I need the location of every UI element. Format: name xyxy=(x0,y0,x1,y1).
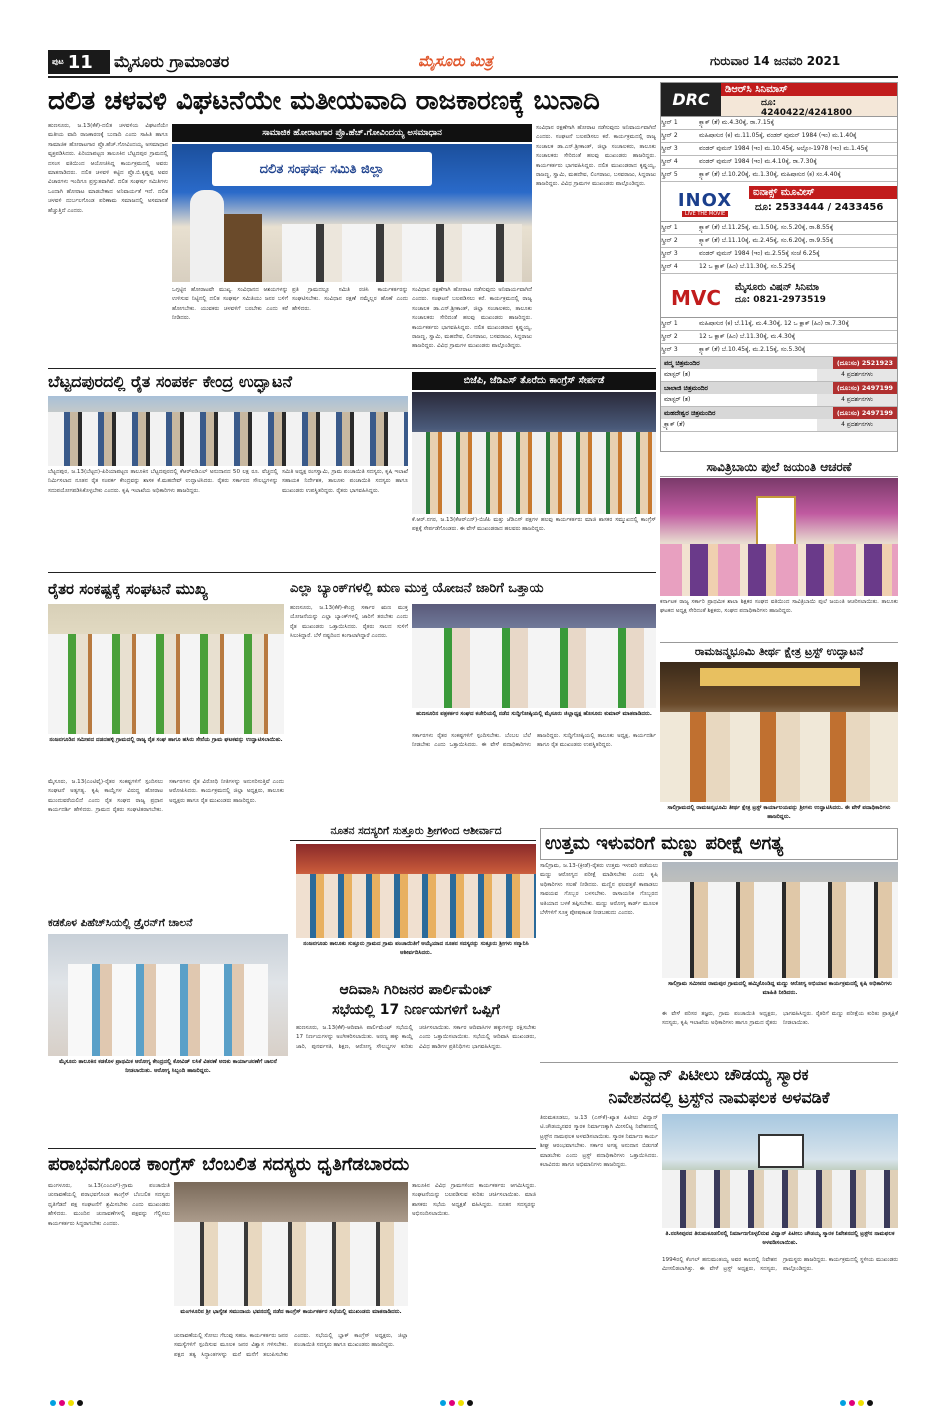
podium xyxy=(224,214,262,282)
drc-title-block xyxy=(721,83,897,116)
mvc-logo: MVC xyxy=(670,285,722,310)
trust-members xyxy=(662,1170,898,1228)
inox-title: ಐನಾಕ್ಸ್ ಮೂವೀಸ್ xyxy=(749,186,897,199)
women-group xyxy=(660,544,898,596)
raitha-sankashta-photo xyxy=(48,604,284,734)
theatre-movie: ಕ್ರ್ಯಾಕ್ (ತೆ) xyxy=(664,421,685,428)
registration-marks-right xyxy=(840,1400,876,1406)
bank-loan-body2: ಸರ್ಕಾರಗಳು ರೈತರ ಸಂಕಷ್ಟಗಳಿಗೆ ಸ್ಪಂದಿಸಬೇಕು. ಬೆಂಬಲ ಬೆಲೆ ನೀಡಬೇಕು ಎಂದು ಒತ್ತಾಯಿಸಿದರು. ಈ ವೇಳೆ ಪದಾಧಿಕಾರಿಗಳು ಹಾಜರಿದ್ದರು. ಸುದ್ದಿಗೋಷ್ಠಿಯಲ್ಲಿ ತಾಲೂಕು ಅಧ್ಯಕ್ಷ, ಕಾರ್ಯದರ್ಶಿ ಹಾಗೂ ರೈತ ಮುಖಂಡರು ಉಪಸ್ಥಿತರಿದ್ದರು. xyxy=(412,733,656,749)
theatre-movie: ಮಾಸ್ಟರ್ (ತ) xyxy=(664,371,691,378)
theatre-header xyxy=(661,407,897,419)
screen-label: ಸ್ಕ್ರೀನ್ 3 xyxy=(661,250,678,257)
theatre-showing xyxy=(661,394,897,407)
inox-logo xyxy=(661,186,749,221)
soil-headline: ಉತ್ತಮ ಇಳುವರಿಗೆ ಮಣ್ಣು ಪರೀಕ್ಷೆ ಅಗತ್ಯ xyxy=(540,828,898,860)
drc-phone: ದೂ: 4240422/4241800 xyxy=(761,98,852,118)
sattur-headline: ನೂತನ ಸದಸ್ಯರಿಗೆ ಸುತ್ತೂರು ಶ್ರೀಗಳಿಂದ ಆಶೀರ್ವಾದ xyxy=(296,822,536,840)
congress-body: ಮಂಗಳೂರು, ಜ.13(ಎಂಎಲ್)-ಗ್ರಾಮ ಪಂಚಾಯಿತಿ ಚುನಾವಣೆಯಲ್ಲಿ ಪರಾಭವಗೊಂಡ ಕಾಂಗ್ರೆಸ್ ಬೆಂಬಲಿತ ಸದಸ್ಯರು ಧೃತಿಗೆಡದೆ ಪಕ್ಷ ಸಂಘಟನೆಗೆ ಶ್ರಮಿಸಬೇಕು ಎಂದು ಮುಖಂಡರು ಹೇಳಿದರು. ಮುಂದಿನ ಚುನಾವಣೆಗಳಲ್ಲಿ ಪಕ್ಷವನ್ನು ಗೆಲ್ಲಿಸಲು ಕಾರ್ಯಕರ್ತರು ಸಿದ್ಧರಾಗಬೇಕು ಎಂದರು. xyxy=(48,1183,170,1227)
raitha-sankashta-headline: ರೈತರ ಸಂಕಷ್ಟಕ್ಕೆ ಸಂಘಟನೆ ಮುಖ್ಯ xyxy=(48,580,208,598)
lead-body-col3: ಪ್ರತಿ ಗ್ರಾಮದಲ್ಲೂ ಸಮಿತಿ ರಚಿಸಿ ಕಾರ್ಯಕರ್ತರನ್ನು ಸಂಘಟಿಸಬೇಕು. ಸಂವಿಧಾನ ರಕ್ಷಣೆ ನಮ್ಮೆಲ್ಲರ ಹೊಣೆ ಎಂದು ಹೇಳಿದರು. xyxy=(292,287,408,312)
drc-header xyxy=(661,83,897,117)
sattur-caption: ನಂಜನಗೂಡು ತಾಲೂಕು ಸುತ್ತೂರು ಗ್ರಾಮದ ಗ್ರಾಮ ಪಂಚಾಯಿತಿಗೆ ಆಯ್ಕೆಯಾದ ನೂತನ ಸದಸ್ಯರನ್ನು ಸುತ್ತೂರು ಶ್ರೀಗಳು ಸನ್ಮಾನಿಸಿ ಆಶೀರ್ವದಿಸಿದರು. xyxy=(303,941,529,956)
showtime-row xyxy=(661,318,897,331)
sattur-photo xyxy=(296,844,536,938)
soil-body2: ಈ ವೇಳೆ ಪರಿಸರ ತಜ್ಞರು, ಗ್ರಾಮ ಪಂಚಾಯಿತಿ ಅಧ್ಯಕ್ಷರು, ಸದಸ್ಯರು, ಕೃಷಿ ಇಲಾಖೆಯ ಅಧಿಕಾರಿಗಳು ಹಾಗೂ ಗ್ರಾಮದ ರೈತರು ಭಾಗವಹಿಸಿದ್ದರು. ರೈತರಿಗೆ ಮಣ್ಣು ಪರೀಕ್ಷೆಯ ಕುರಿತು ಪ್ರಾತ್ಯಕ್ಷಿಕೆ ನೀಡಲಾಯಿತು. xyxy=(662,1011,898,1027)
raitha-sankashta-body: ಮೈಸೂರು, ಜ.13(ಎಂಟಿವೈ)-ರೈತರ ಸಂಕಷ್ಟಗಳಿಗೆ ಸ್ಪಂದಿಸಲು ಸಂಘಟನೆ ಅತ್ಯಗತ್ಯ. ಕೃಷಿ ಕಾಯ್ದೆಗಳ ವಿರುದ್ಧ ಹೋರಾಟ ಮುಂದುವರೆಯಲಿದೆ ಎಂದು ರೈತ ಸಂಘದ ರಾಜ್ಯ ಪ್ರಧಾನ ಕಾರ್ಯದರ್ಶಿ ಹೇಳಿದರು. ಗ್ರಾಮದ ರೈತರು ಸಂಘಟಿತರಾಗಬೇಕು. ಸರ್ಕಾರಗಳು ರೈತ ವಿರೋಧಿ ನೀತಿಗಳನ್ನು ಅನುಸರಿಸುತ್ತಿವೆ ಎಂದು ಆರೋಪಿಸಿದರು. ಕಾರ್ಯಕ್ರಮದಲ್ಲಿ ಜಿಲ್ಲಾ ಅಧ್ಯಕ್ಷರು, ತಾಲೂಕು ಅಧ್ಯಕ್ಷರು ಹಾಗೂ ರೈತ ಮುಖಂಡರು ಹಾಜರಿದ್ದರು. xyxy=(48,779,284,814)
lead-body-col2: ಒಗ್ಗಟ್ಟಿನ ಹೋರಾಟವೇ ಮುಖ್ಯ. ಸಂವಿಧಾನದ ಆಶಯಗಳನ್ನು ಉಳಿಸುವ ನಿಟ್ಟಿನಲ್ಲಿ ದಲಿತ ಸಂಘರ್ಷ ಸಮಿತಿಯು ಜನರ ಬಳಿಗೆ ಹೋಗಬೇಕು. ಯುವಕರು ಚಳವಳಿಗೆ ಬರಬೇಕು ಎಂದು ಕರೆ ನೀಡಿದರು. xyxy=(172,287,288,322)
lead-headline: ದಲಿತ ಚಳವಳಿ ವಿಘಟನೆಯೇ ಮತೀಯವಾದಿ ರಾಜಕಾರಣಕ್ಕೆ ಬುನಾದಿ xyxy=(48,86,600,116)
showtime-row xyxy=(661,248,897,261)
dryrun-caption: ಮೈಸೂರು ತಾಲೂಕಿನ ಕಡಕೊಳ ಪ್ರಾಥಮಿಕ ಆರೋಗ್ಯ ಕೇಂದ್ರದಲ್ಲಿ ಕೋವಿಡ್ ಲಸಿಕೆ ವಿತರಣೆ ಅಣಕು ಕಾರ್ಯಾಚರಣೆಗೆ ಚಾಲನೆ ನೀಡಲಾಯಿತು. ಆರೋಗ್ಯ ಸಿಬ್ಬಂದಿ ಹಾಜರಿದ್ದರು. xyxy=(59,1059,277,1074)
theatre-showing xyxy=(661,369,897,382)
banner-text: ದಲಿತ ಸಂಘರ್ಷ ಸಮಿತಿ ಜಿಲ್ಲಾ xyxy=(259,161,385,177)
theatre-shows: 4 ಪ್ರದರ್ಶನಗಳು xyxy=(817,394,897,406)
masthead-rule xyxy=(48,76,898,78)
screen-label: ಸ್ಕ್ರೀನ್ 2 xyxy=(661,132,678,139)
screen-label: ಸ್ಕ್ರೀನ್ 1 xyxy=(661,320,678,327)
vidwan-body2: 1994ರಲ್ಲಿ ಕೆಂಗಲ್ ಹನುಮಂತಯ್ಯ ಅವರ ಕಾಲದಲ್ಲಿ ನಿವೇಶನ ಮೀಸಲಿಡಲಾಗಿತ್ತು. ಈ ವೇಳೆ ಟ್ರಸ್ಟ್ ಅಧ್ಯಕ್ಷರು, ಸದಸ್ಯರು, ಗ್ರಾಮಸ್ಥರು ಹಾಜರಿದ್ದರು. ಕಾರ್ಯಕ್ರಮದಲ್ಲಿ ಸ್ಥಳೀಯ ಮುಖಂಡರು ಪಾಲ್ಗೊಂಡಿದ್ದರು. xyxy=(662,1257,898,1273)
adivasi-headline-2: ಸಭೆಯಲ್ಲಿ 17 ನಿರ್ಣಯಗಳಿಗೆ ಒಪ್ಪಿಗೆ xyxy=(332,1002,500,1018)
movie-showtimes: ಕ್ರ್ಯಾಕ್ (ತೆ) ಬೆ.11.25ಕ್ಕೆ, ಮ.1.50ಕ್ಕೆ, ಸಂ.5.20ಕ್ಕೆ, ರಾ.8.55ಕ್ಕೆ xyxy=(699,224,834,231)
vidwan-body: ತಿರುಮಕೂಡಲು, ಜ.13 (ಎಸ್‌ಕೆ)-ಖ್ಯಾತ ಪಿಟೀಲು ವಿದ್ವಾನ್ ಟಿ.ಚೌಡಯ್ಯನವರ ಸ್ಮಾರಕ ನಿರ್ಮಾಣಕ್ಕಾಗಿ ಮೀಸಲಿಟ್ಟ ನಿವೇಶನದಲ್ಲಿ ಟ್ರಸ್ಟ್‌ನ ನಾಮಫಲಕ ಅಳವಡಿಸಲಾಯಿತು. ಸ್ಮಾರಕ ನಿರ್ಮಾಣ ಕಾರ್ಯ ಶೀಘ್ರ ಆರಂಭವಾಗಬೇಕು. ಸರ್ಕಾರ ಅಗತ್ಯ ಅನುದಾನ ಬಿಡುಗಡೆ ಮಾಡಬೇಕು ಎಂದು ಟ್ರಸ್ಟ್ ಪದಾಧಿಕಾರಿಗಳು ಒತ್ತಾಯಿಸಿದರು. ಕಲಾವಿದರು ಹಾಗೂ ಅಭಿಮಾನಿಗಳು ಹಾಜರಿದ್ದರು. xyxy=(540,1115,658,1169)
banner-strip xyxy=(700,668,860,686)
congress-body3: ತಾಲೂಕಿನ ವಿವಿಧ ಗ್ರಾಮಗಳಿಂದ ಕಾರ್ಯಕರ್ತರು ಆಗಮಿಸಿದ್ದರು. ಸಂಘಟನೆಯನ್ನು ಬಲಪಡಿಸುವ ಕುರಿತು ಚರ್ಚಿಸಲಾಯಿತು. ಮಾಜಿ ಶಾಸಕರು ಸಭೆಯ ಅಧ್ಯಕ್ಷತೆ ವಹಿಸಿದ್ದರು. ನೂತನ ಸದಸ್ಯರನ್ನು ಅಭಿನಂದಿಸಲಾಯಿತು. xyxy=(412,1183,536,1218)
inox-title-block xyxy=(749,186,897,221)
bjp-jds-photo xyxy=(412,392,656,514)
screen-label: ಸ್ಕ್ರೀನ್ 5 xyxy=(661,171,678,178)
page-number-box xyxy=(48,50,110,74)
theatre-header xyxy=(661,357,897,369)
mvc-title-block xyxy=(731,278,897,317)
showtime-row xyxy=(661,156,897,169)
raitha-kendra-headline: ಬೆಟ್ಟದಪುರದಲ್ಲಿ ರೈತ ಸಂಪರ್ಕ ಕೇಂದ್ರ ಉದ್ಘಾಟನೆ xyxy=(48,372,293,391)
soil-testing-group xyxy=(662,882,898,978)
showtime-row xyxy=(661,222,897,235)
page-number: 11 xyxy=(67,51,93,73)
people-group xyxy=(660,712,898,802)
theatre-name: ಬಾಲಾಜಿ ಚಿತ್ರಮಂದಿರ xyxy=(664,384,708,392)
drc-listing xyxy=(661,117,897,182)
bank-loan-caption: ಹುಣಸೂರಿನ ಪತ್ರಕರ್ತರ ಸಂಘದ ಕಚೇರಿಯಲ್ಲಿ ನಡೆದ ಸುದ್ದಿಗೋಷ್ಠಿಯಲ್ಲಿ ಮೈಸೂರು ಜಿಲ್ಲಾಧ್ಯಕ್ಷ ಹೊಸೂರು ಕುಮಾರ್ ಮಾತನಾಡಿದರು. xyxy=(416,711,652,717)
divider-4 xyxy=(48,1148,536,1149)
dryrun-photo xyxy=(48,934,288,1056)
theatre-listing xyxy=(661,357,897,432)
movie-showtimes: ಕ್ರ್ಯಾಕ್ (ತೆ) ಬೆ.11.10ಕ್ಕೆ, ಮ.2.45ಕ್ಕೆ, ಸಂ.6.20ಕ್ಕೆ, ರಾ.9.55ಕ್ಕೆ xyxy=(699,237,834,244)
drc-logo: DRC xyxy=(661,83,721,116)
bank-loan-photo xyxy=(412,604,656,708)
inox-header xyxy=(661,186,897,222)
showtime-row xyxy=(661,143,897,156)
screen-label: ಸ್ಕ್ರೀನ್ 4 xyxy=(661,263,678,270)
movie-showtimes: ಕ್ರ್ಯಾಕ್ (ತೆ) ಬೆ.10.20ಕ್ಕೆ, ಮ.1.30ಕ್ಕೆ, ಮಹಿಷಾಸುರ (ಕ) ಸಂ.4.40ಕ್ಕೆ xyxy=(699,171,841,178)
paper-logo: ಮೈಸೂರು ಮಿತ್ರ xyxy=(418,52,493,70)
showtime-row xyxy=(661,344,897,357)
raitha-kendra-body2: ಸಮಿತಿ ಅಧ್ಯಕ್ಷ ರಂಗಸ್ವಾಮಿ, ಗ್ರಾಮ ಪಂಚಾಯಿತಿ ಸದಸ್ಯರು, ಕೃಷಿ ಇಲಾಖೆ ಸಹಾಯಕ ನಿರ್ದೇಶಕ, ತಾಲೂಕು ಪಂಚಾಯಿತಿ ಸದಸ್ಯರು ಹಾಗೂ ಮುಖಂಡರು ಉಪಸ್ಥಿತರಿದ್ದರು. ರೈತರು ಭಾಗವಹಿಸಿದ್ದರು. xyxy=(282,469,408,494)
adivasi-headline-1: ಆದಿವಾಸಿ ಗಿರಿಜನರ ಪಾರ್ಲಿಮೆಂಟ್ xyxy=(339,982,493,998)
screen-label: ಸ್ಕ್ರೀನ್ 3 xyxy=(661,346,678,353)
meeting-people xyxy=(174,1222,408,1306)
soil-caption: ಸಾಲಿಗ್ರಾಮ ಸಮೀಪದ ರಾಮಪುರ ಗ್ರಾಮದಲ್ಲಿ ಹಮ್ಮಿಕೊಂಡಿದ್ದ ಮಣ್ಣು ಆರೋಗ್ಯ ಅಭಿಯಾನ ಕಾರ್ಯಕ್ರಮದಲ್ಲಿ ಕೃಷಿ ಅಧಿಕಾರಿಗಳು ಮಾಹಿತಿ ನೀಡಿದರು. xyxy=(668,981,892,996)
theatre-phone: (ದೂ:ಸಂ) 2497199 xyxy=(833,407,897,419)
cinema-panel xyxy=(660,82,898,452)
theatre-phone: (ದೂ:ಸಂ) 2497199 xyxy=(833,382,897,394)
bank-loan-headline: ಎಲ್ಲಾ ಬ್ಯಾಂಕ್‌ಗಳಲ್ಲಿ ಋಣ ಮುಕ್ತ ಯೋಜನೆ ಜಾರಿಗೆ ಒತ್ತಾಯ xyxy=(290,581,544,596)
lead-body-col4: ಸಂವಿಧಾನ ರಕ್ಷಣೆಗಾಗಿ ಹೋರಾಟ ನಡೆಸುವುದು ಅನಿವಾರ್ಯವಾಗಿದೆ ಎಂದರು. ಸಂಘಟನೆ ಬಲಪಡಿಸಲು ಕರೆ. ಕಾರ್ಯಕ್ರಮದಲ್ಲಿ ರಾಜ್ಯ ಸಂಚಾಲಕ ಡಾ.ಎನ್.ಶ್ರೀಕಾಂತ್, ಜಿಲ್ಲಾ ಸಂಚಾಲಕರು, ತಾಲೂಕು ಸಂಚಾಲಕರು ಸೇರಿದಂತೆ ಹಲವು ಮುಖಂಡರು ಹಾಜರಿದ್ದರು. ಕಾರ್ಯಕರ್ತರು ಭಾಗವಹಿಸಿದ್ದರು. ದಲಿತ ಮುಖಂಡರಾದ ಕೃಷ್ಣಯ್ಯ, ರಾಜಣ್ಣ, ಸ್ವಾಮಿ, ಮಹದೇವ, ಲಿಂಗರಾಜು, ಬಸವರಾಜು, ಸಿದ್ದರಾಜು ಹಾಜರಿದ್ದರು. ವಿವಿಧ ಗ್ರಾಮಗಳ ಮುಖಂಡರು ಪಾಲ್ಗೊಂಡಿದ್ದರು. xyxy=(412,287,532,350)
congress-headline: ಪರಾಭವಗೊಂಡ ಕಾಂಗ್ರೆಸ್ ಬೆಂಬಲಿತ ಸದಸ್ಯರು ಧೃತಿಗೆಡಬಾರದು xyxy=(48,1154,410,1175)
health-staff xyxy=(68,964,268,1056)
movie-showtimes: ಕ್ರ್ಯಾಕ್ (ತೆ) ಬೆ.10.45ಕ್ಕೆ, ಮ.2.15ಕ್ಕೆ, ಸಂ.5.30ಕ್ಕೆ xyxy=(699,346,806,353)
movie-showtimes: 12 ಒ ಕ್ಲಾಕ್ (ಹಿಂ) ಬೆ.11.30ಕ್ಕೆ, ಮ.4.30ಕ್ಕೆ xyxy=(699,333,796,340)
portrait-frame xyxy=(756,496,796,546)
showtime-row xyxy=(661,169,897,182)
congress-caption: ಮಂಗಳೂರಿನ ಶ್ರೀ ಭಾಗ್ಯೇಶ ಸಮುದಾಯ ಭವನದಲ್ಲಿ ನಡೆದ ಕಾಂಗ್ರೆಸ್ ಕಾರ್ಯಕರ್ತರ ಸಭೆಯಲ್ಲಿ ಮುಖಂಡರು ಮಾತನಾಡಿದರು. xyxy=(180,1309,402,1315)
inox-listing xyxy=(661,222,897,274)
congress-body2: ಚುನಾವಣೆಯಲ್ಲಿ ಸೋಲು ಗೆಲುವು ಸಹಜ. ಕಾರ್ಯಕರ್ತರು ಜನರ ಸಮಸ್ಯೆಗಳಿಗೆ ಸ್ಪಂದಿಸುವ ಮೂಲಕ ಜನರ ವಿಶ್ವಾಸ ಗಳಿಸಬೇಕು. ಪಕ್ಷದ ತತ್ವ ಸಿದ್ಧಾಂತಗಳನ್ನು ಮನೆ ಮನೆಗೆ ತಲುಪಿಸಬೇಕು ಎಂದರು. ಸಭೆಯಲ್ಲಿ ಬ್ಲಾಕ್ ಕಾಂಗ್ರೆಸ್ ಅಧ್ಯಕ್ಷರು, ಜಿಲ್ಲಾ ಪಂಚಾಯಿತಿ ಸದಸ್ಯರು ಹಾಗೂ ಮುಖಂಡರು ಹಾಜರಿದ್ದರು. xyxy=(174,1333,408,1358)
theatre-name: ಪದ್ಮ ಚಿತ್ರಮಂದಿರ xyxy=(664,359,700,367)
members-group xyxy=(296,874,536,938)
screen-label: ಸ್ಕ್ರೀನ್ 1 xyxy=(661,224,678,231)
inox-wordmark: INOX xyxy=(677,190,733,211)
divider-3 xyxy=(290,840,536,841)
mvc-title: ಮೈಸೂರು ವಿಷನ್ ಸಿನಿಮಾ xyxy=(735,282,820,293)
ramajanma-photo xyxy=(660,662,898,802)
showtime-row xyxy=(661,331,897,344)
vidwan-caption: ತಿ.ನರಸೀಪುರದ ತಿರುಮಕೂಡಲಿನಲ್ಲಿ ನಿರ್ಮಾಣಗೊಳ್ಳಲಿರುವ ವಿದ್ವಾನ್ ಪಿಟೀಲು ಚೌಡಯ್ಯ ಸ್ಮಾರಕ ನಿವೇಶನದಲ್ಲಿ ಟ್ರಸ್ಟ್‌ನ ನಾಮಫಲಕ ಅಳವಡಿಸಲಾಯಿತು. xyxy=(665,1231,895,1246)
lead-body-col4b: ಸಂವಿಧಾನ ರಕ್ಷಣೆಗಾಗಿ ಹೋರಾಟ ನಡೆಸುವುದು ಅನಿವಾರ್ಯವಾಗಿದೆ ಎಂದರು. ಸಂಘಟನೆ ಬಲಪಡಿಸಲು ಕರೆ. ಕಾರ್ಯಕ್ರಮದಲ್ಲಿ ರಾಜ್ಯ ಸಂಚಾಲಕ ಡಾ.ಎನ್.ಶ್ರೀಕಾಂತ್, ಜಿಲ್ಲಾ ಸಂಚಾಲಕರು, ತಾಲೂಕು ಸಂಚಾಲಕರು ಸೇರಿದಂತೆ ಹಲವು ಮುಖಂಡರು ಹಾಜರಿದ್ದರು. ಕಾರ್ಯಕರ್ತರು ಭಾಗವಹಿಸಿದ್ದರು. ದಲಿತ ಮುಖಂಡರಾದ ಕೃಷ್ಣಯ್ಯ, ರಾಜಣ್ಣ, ಸ್ವಾಮಿ, ಮಹದೇವ, ಲಿಂಗರಾಜು, ಬಸವರಾಜು, ಸಿದ್ದರಾಜು ಹಾಜರಿದ್ದರು. ವಿವಿಧ ಗ್ರಾಮಗಳ ಮುಖಂಡರು ಪಾಲ್ಗೊಂಡಿದ್ದರು. xyxy=(536,125,656,188)
nameplate-board xyxy=(758,1134,804,1168)
vidwan-headline-1: ವಿದ್ವಾನ್ ಪಿಟೀಲು ಚೌಡಯ್ಯ ಸ್ಮಾರಕ xyxy=(540,1062,898,1087)
bjp-jds-body: ಕೆ.ಆರ್.ನಗರ, ಜ.13(ಕೆಆರ್‌ಎನ್)-ಬಿಜೆಪಿ ಮತ್ತು ಜೆಡಿಎಸ್ ಪಕ್ಷಗಳ ಹಲವು ಕಾರ್ಯಕರ್ತರು ಮಾಜಿ ಶಾಸಕರ ಸಮ್ಮುಖದಲ್ಲಿ ಕಾಂಗ್ರೆಸ್ ಪಕ್ಷಕ್ಕೆ ಸೇರ್ಪಡೆಗೊಂಡರು. ಈ ವೇಳೆ ಮುಖಂಡರಾದ ಹಲವರು ಹಾಜರಿದ್ದರು. xyxy=(412,517,656,533)
savitribai-headline: ಸಾವಿತ್ರಿಬಾಯಿ ಪುಲೆ ಜಯಂತಿ ಆಚರಣೆ xyxy=(660,458,898,477)
movie-showtimes: ವಂಡರ್ ವುಮನ್ 1984 (ಇಂ) ಮ.2.55ಕ್ಕೆ ಸಂಜೆ 6.25ಕ್ಕೆ xyxy=(699,250,820,257)
theatre-shows: 4 ಪ್ರದರ್ಶನಗಳು xyxy=(817,369,897,381)
party-crowd xyxy=(412,432,656,514)
movie-showtimes: ವಂಡರ್ ವುಮನ್ 1984 (ಇಂ) ಮ.4.10ಕ್ಕೆ, ರಾ.7.30ಕ್ಕೆ xyxy=(699,158,817,165)
bjp-jds-headline: ಬಿಜೆಪಿ, ಜೆಡಿಎಸ್ ತೊರೆದು ಕಾಂಗ್ರೆಸ್ ಸೇರ್ಪಡೆ xyxy=(412,372,656,390)
theatre-shows: 4 ಪ್ರದರ್ಶನಗಳು xyxy=(817,419,897,431)
congress-photo xyxy=(174,1182,408,1306)
guest-figures xyxy=(282,224,522,282)
registration-marks-left xyxy=(50,1400,86,1406)
raitha-kendra-body: ಬೆಟ್ಟದಪುರ, ಜ.13(ಬೆಟ್ಟದ)-ಪಿರಿಯಾಪಟ್ಟಣ ತಾಲೂಕಿನ ಬೆಟ್ಟದಪುರದಲ್ಲಿ ಕೆಆರ್‌ಐಡಿಎಲ್ ಅನುದಾನದ 50 ಲಕ್ಷ ರೂ. ವೆಚ್ಚದಲ್ಲಿ ನಿರ್ಮಿಸಲಾದ ನೂತನ ರೈತ ಸಂಪರ್ಕ ಕೇಂದ್ರವನ್ನು ಶಾಸಕ ಕೆ.ಮಹದೇವ್ ಉದ್ಘಾಟಿಸಿದರು. ರೈತರು ಸರ್ಕಾರದ ಸೌಲಭ್ಯಗಳನ್ನು ಸದುಪಯೋಗಪಡಿಸಿಕೊಳ್ಳಬೇಕು ಎಂದರು. ಕೃಷಿ ಇಲಾಖೆಯ ಅಧಿಕಾರಿಗಳು ಹಾಜರಿದ್ದರು. xyxy=(48,469,278,494)
mvc-header xyxy=(661,278,897,318)
divider-1 xyxy=(48,368,656,369)
savitribai-photo xyxy=(660,478,898,596)
screen-label: ಸ್ಕ್ರೀನ್ 3 xyxy=(661,145,678,152)
speaker-figure xyxy=(190,190,224,282)
ramajanma-headline: ರಾಮಜನ್ಮಭೂಮಿ ತೀರ್ಥ ಕ್ಷೇತ್ರ ಟ್ರಸ್ಟ್ ಉದ್ಘಾಟನೆ xyxy=(660,642,898,661)
vidwan-headline-2: ನಿವೇಶನದಲ್ಲಿ ಟ್ರಸ್ಟ್‌ನ ನಾಮಫಲಕ ಅಳವಡಿಕೆ xyxy=(608,1088,830,1107)
inox-tagline: LIVE THE MOVIE xyxy=(682,211,728,217)
adivasi-body: ಹುಣಸೂರು, ಜ.13(ಕೆಕೆ)-ಆದಿವಾಸಿ ಪಾರ್ಲಿಮೆಂಟ್ ಸಭೆಯಲ್ಲಿ 17 ನಿರ್ಣಯಗಳನ್ನು ಅಂಗೀಕರಿಸಲಾಯಿತು. ಅರಣ್ಯ ಹಕ್ಕು ಕಾಯ್ದೆ ಜಾರಿ, ಪುನರ್ವಸತಿ, ಶಿಕ್ಷಣ, ಆರೋಗ್ಯ ಸೌಲಭ್ಯಗಳ ಕುರಿತು ಚರ್ಚಿಸಲಾಯಿತು. ಸರ್ಕಾರ ಆದಿವಾಸಿಗಳ ಹಕ್ಕುಗಳನ್ನು ರಕ್ಷಿಸಬೇಕು ಎಂದು ಒತ್ತಾಯಿಸಲಾಯಿತು. ಸಭೆಯಲ್ಲಿ ಆದಿವಾಸಿ ಮುಖಂಡರು, ವಿವಿಧ ಹಾಡಿಗಳ ಪ್ರತಿನಿಧಿಗಳು ಭಾಗವಹಿಸಿದ್ದರು. xyxy=(296,1025,536,1050)
vidwan-photo xyxy=(662,1114,898,1228)
drc-title: ಡಿಆರ್‌ಸಿ ಸಿನಿಮಾಸ್ xyxy=(721,83,897,96)
soil-photo xyxy=(662,862,898,978)
seated-farmers xyxy=(48,634,284,734)
mvc-listing xyxy=(661,318,897,357)
theatre-name: ಮಹದೇಶ್ವರ ಚಿತ್ರಮಂದಿರ xyxy=(664,409,716,417)
theatre-header xyxy=(661,382,897,394)
section-title: ಮೈಸೂರು ಗ್ರಾಮಾಂತರ xyxy=(114,52,230,71)
press-meet-people xyxy=(412,628,656,708)
screen-label: ಸ್ಕ್ರೀನ್ 4 xyxy=(661,158,678,165)
screen-label: ಸ್ಕ್ರೀನ್ 2 xyxy=(661,333,678,340)
theatre-showing xyxy=(661,419,897,432)
theatre-movie: ಮಾಸ್ಟರ್ (ತ) xyxy=(664,396,691,403)
ramajanma-caption: ಸಾಲಿಗ್ರಾಮದಲ್ಲಿ ರಾಮಜನ್ಮಭೂಮಿ ತೀರ್ಥ ಕ್ಷೇತ್ರ ಟ್ರಸ್ಟ್ ಕಾರ್ಯಾಲಯವನ್ನು ಶ್ರೀಗಳು ಉದ್ಘಾಟಿಸಿದರು. ಈ ವೇಳೆ ಪದಾಧಿಕಾರಿಗಳು ಹಾಜರಿದ್ದರು. xyxy=(667,805,891,820)
page-label: ಪುಟ xyxy=(52,57,64,66)
dryrun-headline: ಕಡಕೊಳ ಪಿಹೆಚ್‌ಸಿಯಲ್ಲಿ ಡ್ರೈರನ್‌ಗೆ ಚಾಲನೆ xyxy=(48,917,193,929)
showtime-row xyxy=(661,235,897,248)
movie-showtimes: ಕ್ರ್ಯಾಕ್ (ತೆ) ಮ.4.30ಕ್ಕೆ, ರಾ.7.15ಕ್ಕೆ xyxy=(699,119,775,126)
raitha-sankashta-caption: ನಂಜನಗೂಡಿನ ಸಮೀಪದ ದಡದಹಳ್ಳಿ ಗ್ರಾಮದಲ್ಲಿ ರಾಜ್ಯ ರೈತ ಸಂಘ ಹಾಗೂ ಹಸಿರು ಸೇನೆಯ ಗ್ರಾಮ ಘಟಕವನ್ನು ಉದ್ಘಾಟಿಸಲಾಯಿತು. xyxy=(49,737,283,743)
lead-subhead: ಸಾಮಾಜಿಕ ಹೋರಾಟಗಾರ ಪ್ರೊ.ಹೆಚ್.ಗೋವಿಂದಯ್ಯ ಅಸಮಾಧಾನ xyxy=(172,124,532,142)
showtime-row xyxy=(661,130,897,143)
movie-showtimes: ಮಹಿಷಾಸುರ (ಕ) ಬೆ.11ಕ್ಕೆ, ಮ.4.30ಕ್ಕೆ, 12 ಒ ಕ್ಲಾಕ್ (ಹಿಂ) ರಾ.7.30ಕ್ಕೆ xyxy=(699,320,849,327)
issue-date: ಗುರುವಾರ 14 ಜನವರಿ 2021 xyxy=(710,54,841,68)
screen-label: ಸ್ಕ್ರೀನ್ 1 xyxy=(661,119,678,126)
registration-marks-center xyxy=(440,1400,476,1406)
divider-2 xyxy=(48,572,656,573)
theatre-phone: (ದೂ:ಸಂ) 2521923 xyxy=(833,357,897,369)
soil-body: ಸಾಲಿಗ್ರಾಮ, ಜ.13-(ಕ್ರೀಡೆ)-ರೈತರು ಉತ್ತಮ ಇಳುವರಿ ಪಡೆಯಲು ಮಣ್ಣು ಆರೋಗ್ಯದ ಪರೀಕ್ಷೆ ಮಾಡಿಸಬೇಕು ಎಂದು ಕೃಷಿ ಅಧಿಕಾರಿಗಳು ಸಲಹೆ ನೀಡಿದರು. ಮಣ್ಣಿನ ಫಲವತ್ತತೆ ಕಾಪಾಡಲು ಸಾವಯವ ಗೊಬ್ಬರ ಬಳಸಬೇಕು. ರಾಸಾಯನಿಕ ಗೊಬ್ಬರದ ಅತಿಯಾದ ಬಳಕೆ ತಪ್ಪಿಸಬೇಕು. ಮಣ್ಣು ಆರೋಗ್ಯ ಕಾರ್ಡ್ ಮೂಲಕ ಬೆಳೆಗಳಿಗೆ ಸೂಕ್ತ ಪೋಷಕಾಂಶ ನೀಡಬಹುದು ಎಂದರು. xyxy=(540,863,658,917)
bank-loan-body: ಹುಣಸೂರು, ಜ.13(ಕೆಕೆ)-ಕೇಂದ್ರ ಸರ್ಕಾರ ಋಣ ಮುಕ್ತ ಯೋಜನೆಯನ್ನು ಎಲ್ಲಾ ಬ್ಯಾಂಕ್‌ಗಳಲ್ಲಿ ಜಾರಿಗೆ ತರಬೇಕು ಎಂದು ರೈತ ಮುಖಂಡರು ಒತ್ತಾಯಿಸಿದರು. ರೈತರು ಸಾಲದ ಸುಳಿಗೆ ಸಿಲುಕಿದ್ದಾರೆ. ಬೆಳೆ ನಷ್ಟದಿಂದ ಕಂಗಾಲಾಗಿದ್ದಾರೆ ಎಂದರು. xyxy=(290,605,408,640)
inox-phone: ದೂ: 2533444 / 2433456 xyxy=(755,202,884,213)
showtime-row xyxy=(661,117,897,130)
mvc-phone: ದೂ: 0821-2973519 xyxy=(735,295,826,305)
lead-photo xyxy=(172,144,532,282)
lead-photo-banner xyxy=(212,152,432,186)
movie-showtimes: ವಂಡರ್ ವುಮನ್ 1984 (ಇಂ) ಮ.10.45ಕ್ಕೆ, ಅಲ್ಲೋ-1978 (ಇಂ) ಮ.1.45ಕ್ಕೆ xyxy=(699,145,868,152)
showtime-row xyxy=(661,261,897,274)
movie-showtimes: 12 ಒ ಕ್ಲಾಕ್ (ಹಿಂ) ಬೆ.11.30ಕ್ಕೆ, ಸಂ.5.25ಕ್ಕೆ xyxy=(699,263,796,270)
screen-label: ಸ್ಕ್ರೀನ್ 2 xyxy=(661,237,678,244)
movie-showtimes: ಮಹಿಷಾಸುರ (ಕ) ಮ.11.05ಕ್ಕೆ, ವಂಡರ್ ವುಮನ್ 1984 (ಇಂ) ಮ.1.40ಕ್ಕೆ xyxy=(699,132,857,139)
savitribai-body: ಕರ್ನಾಟಕ ರಾಜ್ಯ ಸರ್ಕಾರಿ ಪ್ರಾಥಮಿಕ ಶಾಲಾ ಶಿಕ್ಷಕರ ಸಂಘದ ವತಿಯಿಂದ ಸಾವಿತ್ರಿಬಾಯಿ ಪುಲೆ ಜಯಂತಿ ಆಚರಿಸಲಾಯಿತು. ತಾಲೂಕು ಘಟಕದ ಅಧ್ಯಕ್ಷ ಸೇರಿದಂತೆ ಶಿಕ್ಷಕರು, ಸಂಘದ ಪದಾಧಿಕಾರಿಗಳು ಹಾಜರಿದ್ದರು. xyxy=(660,599,898,615)
lead-body-col1: ಹುಣಸೂರು, ಜ.13(ಕೆಕೆ)-ದಲಿತ ಚಳವಳಿಯ ವಿಘಟನೆಯೇ ಮತೀಯ ವಾದಿ ರಾಜಕಾರಣಕ್ಕೆ ಬುನಾದಿ ಎಂದು ಸಾಹಿತಿ ಹಾಗೂ ಸಾಮಾಜಿಕ ಹೋರಾಟಗಾರ ಪ್ರೊ.ಹೆಚ್.ಗೋವಿಂದಯ್ಯ ಅಸಮಾಧಾನ ವ್ಯಕ್ತಪಡಿಸಿದರು. ಪಿರಿಯಾಪಟ್ಟಣ ತಾಲೂಕಿನ ಬೆಟ್ಟದಪುರ ಗ್ರಾಮದಲ್ಲಿ ದಸಂಸ ವತಿಯಿಂದ ಆಯೋಜಿಸಿದ್ದ ಕಾರ್ಯಕ್ರಮದಲ್ಲಿ ಅವರು ಮಾತನಾಡಿದರು. ದಲಿತ ಚಳವಳಿ ಕಟ್ಟಿದ ಪ್ರೊ.ಬಿ.ಕೃಷ್ಣಪ್ಪ ಅವರ ವಿಚಾರಗಳು ಇಂದಿಗೂ ಪ್ರಸ್ತುತವಾಗಿವೆ. ದಲಿತ ಸಂಘರ್ಷ ಸಮಿತಿಗಳು ಒಂದಾಗಿ ಹೋರಾಟ ಮಾಡಬೇಕಾದ ಅನಿವಾರ್ಯತೆ ಇದೆ. ದಲಿತ ಚಳವಳಿ ದುರ್ಬಲಗೊಂಡ ಪರಿಣಾಮ ಸಮಾಜದಲ್ಲಿ ಅಸಮಾನತೆ ಹೆಚ್ಚುತ್ತಿದೆ ಎಂದರು. xyxy=(48,123,168,214)
